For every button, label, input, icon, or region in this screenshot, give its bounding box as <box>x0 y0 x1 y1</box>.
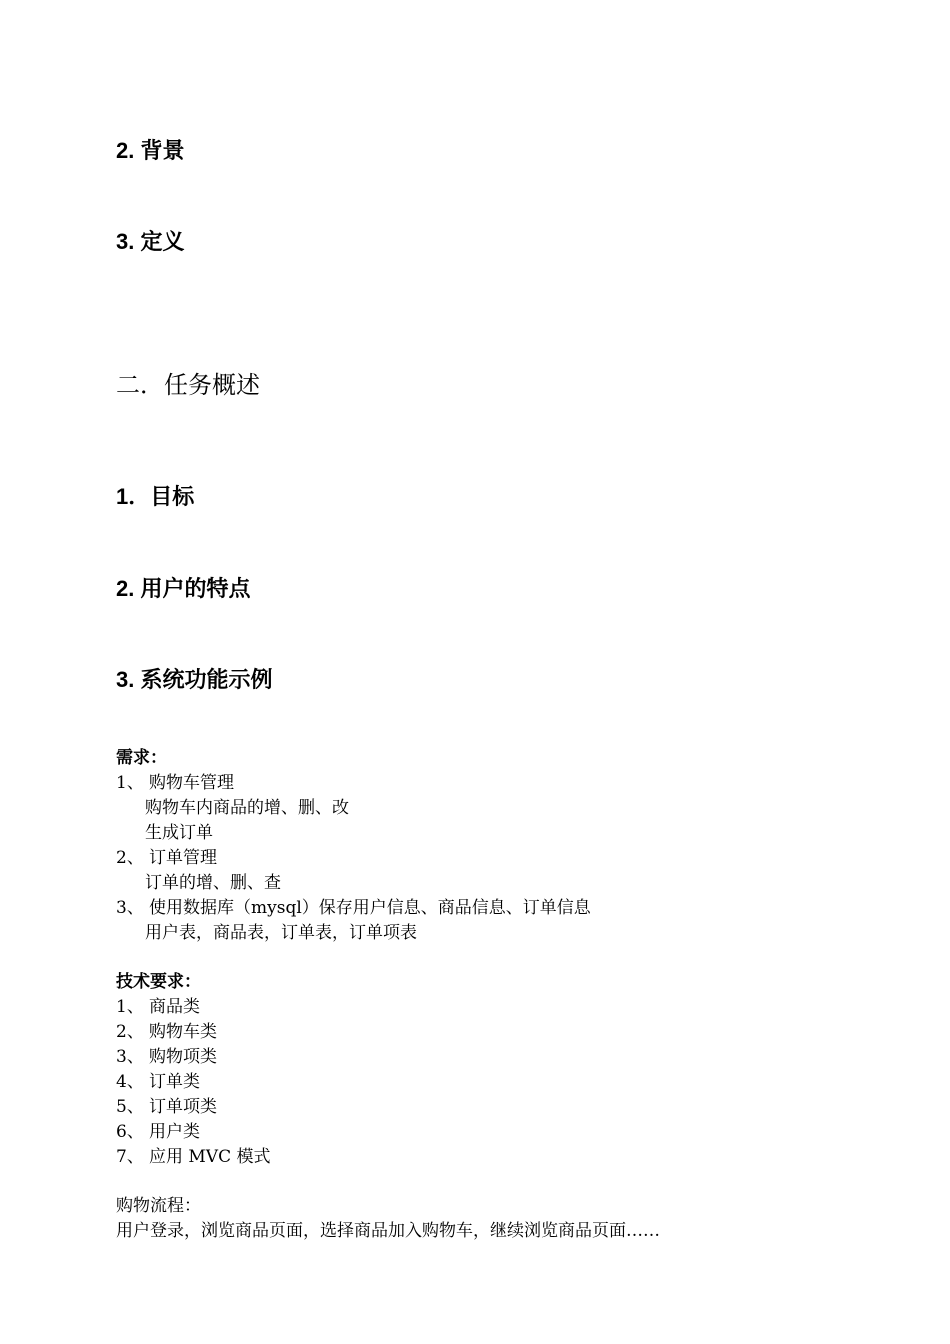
list-number: 1、 <box>116 773 144 793</box>
requirements-section <box>116 746 591 946</box>
heading-background: 2. 背景 <box>116 138 185 163</box>
list-item <box>116 1145 271 1170</box>
list-number: 6、 <box>116 1122 144 1142</box>
list-number: 3、 <box>116 898 144 918</box>
shopping-flow-title: 购物流程： <box>116 1196 201 1216</box>
list-text: 购物项类 <box>149 1047 217 1067</box>
list-text: 购物车管理 <box>149 773 234 793</box>
list-item <box>116 1020 271 1045</box>
tech-requirements-section <box>116 970 271 1170</box>
list-sub-item: 生成订单 <box>145 823 213 843</box>
shopping-flow-text: 用户登录，浏览商品页面，选择商品加入购物车，继续浏览商品页面…… <box>116 1221 660 1241</box>
list-item <box>116 995 271 1020</box>
list-sub-item: 购物车内商品的增、删、改 <box>145 798 349 818</box>
heading-user-features: 2. 用户的特点 <box>116 576 251 601</box>
list-text: 使用数据库（mysql）保存用户信息、商品信息、订单信息 <box>149 898 591 918</box>
list-item <box>116 1095 271 1120</box>
list-number: 4、 <box>116 1072 144 1092</box>
list-text: 订单管理 <box>149 848 217 868</box>
list-text: 购物车类 <box>149 1022 217 1042</box>
list-item <box>116 896 591 921</box>
requirements-title: 需求： <box>116 748 167 768</box>
list-text: 用户类 <box>149 1122 200 1142</box>
list-item <box>116 1070 271 1095</box>
list-number: 2、 <box>116 848 144 868</box>
tech-requirements-title: 技术要求： <box>116 972 201 992</box>
shopping-flow-section <box>116 1194 660 1244</box>
heading-system-function-example: 3. 系统功能示例 <box>116 667 273 692</box>
list-sub-item: 用户表，商品表，订单表，订单项表 <box>145 923 417 943</box>
heading-goal: 1．目标 <box>116 484 195 509</box>
list-text: 应用 MVC 模式 <box>149 1147 271 1167</box>
list-number: 2、 <box>116 1022 144 1042</box>
list-item <box>116 771 591 796</box>
list-sub-item: 订单的增、删、查 <box>145 873 281 893</box>
list-number: 5、 <box>116 1097 144 1117</box>
list-text: 订单类 <box>149 1072 200 1092</box>
list-item <box>116 1045 271 1070</box>
list-text: 商品类 <box>149 997 200 1017</box>
list-number: 7、 <box>116 1147 144 1167</box>
heading-task-overview: 二．任务概述 <box>116 371 260 399</box>
heading-definition: 3. 定义 <box>116 229 185 254</box>
list-text: 订单项类 <box>149 1097 217 1117</box>
list-number: 3、 <box>116 1047 144 1067</box>
list-item <box>116 1120 271 1145</box>
list-number: 1、 <box>116 997 144 1017</box>
list-item <box>116 846 591 871</box>
